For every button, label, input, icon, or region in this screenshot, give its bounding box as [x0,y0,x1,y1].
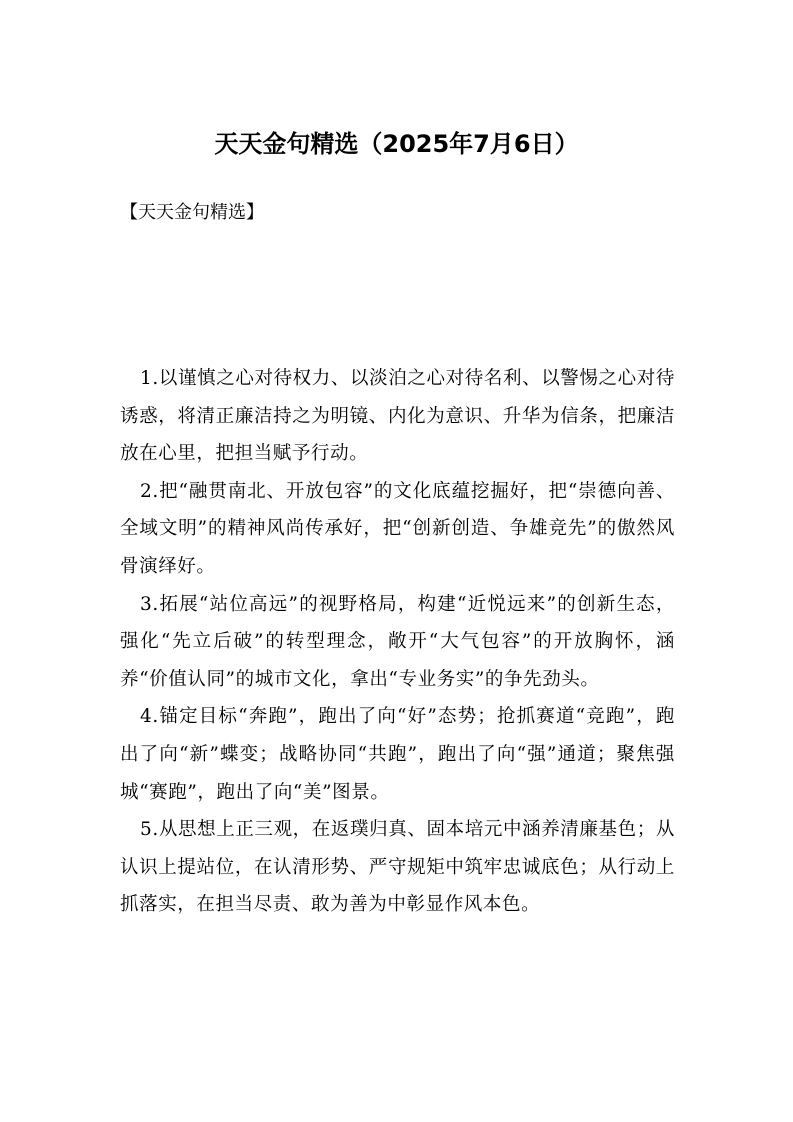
paragraph-3: 3.拓展“站位高远”的视野格局，构建“近悦远来”的创新生态，强化“先立后破”的转型理念，敞开“大气包容”的开放胸怀，涵养“价值认同”的城市文化，拿出“专业务实”的争先劲头。 [120,593,675,690]
paragraph-5: 5.从思想上正三观，在返璞归真、固本培元中涵养清廉基色；从认识上提站位，在认清形势、严守规矩中筑牢忠诚底色；从行动上抓落实，在担当尽责、敢为善为中彰显作风本色。 [120,819,675,916]
document-title: 天天金句精选（2025年7月6日） [214,130,579,158]
paragraph-1: 1.以谨慎之心对待权力、以淡泊之心对待名利、以警惕之心对待诱惑，将清正廉洁持之为明镜、内化为意识、升华为信条，把廉洁放在心里，把担当赋予行动。 [120,368,675,465]
document-body [120,360,675,924]
paragraph-2: 2.把“融贯南北、开放包容”的文化底蕴挖掘好，把“崇德向善、全域文明”的精神风尚传承好，把“创新创造、争雄竞先”的傲然风骨演绎好。 [120,480,675,577]
paragraph-4: 4.锚定目标“奔跑”，跑出了向“好”态势；抢抓赛道“竞跑”，跑出了向“新”蝶变；战略协同“共跑”，跑出了向“强”通道；聚焦强城“赛跑”，跑出了向“美”图景。 [120,706,675,803]
section-label: 【天天金句精选】 [120,202,264,223]
